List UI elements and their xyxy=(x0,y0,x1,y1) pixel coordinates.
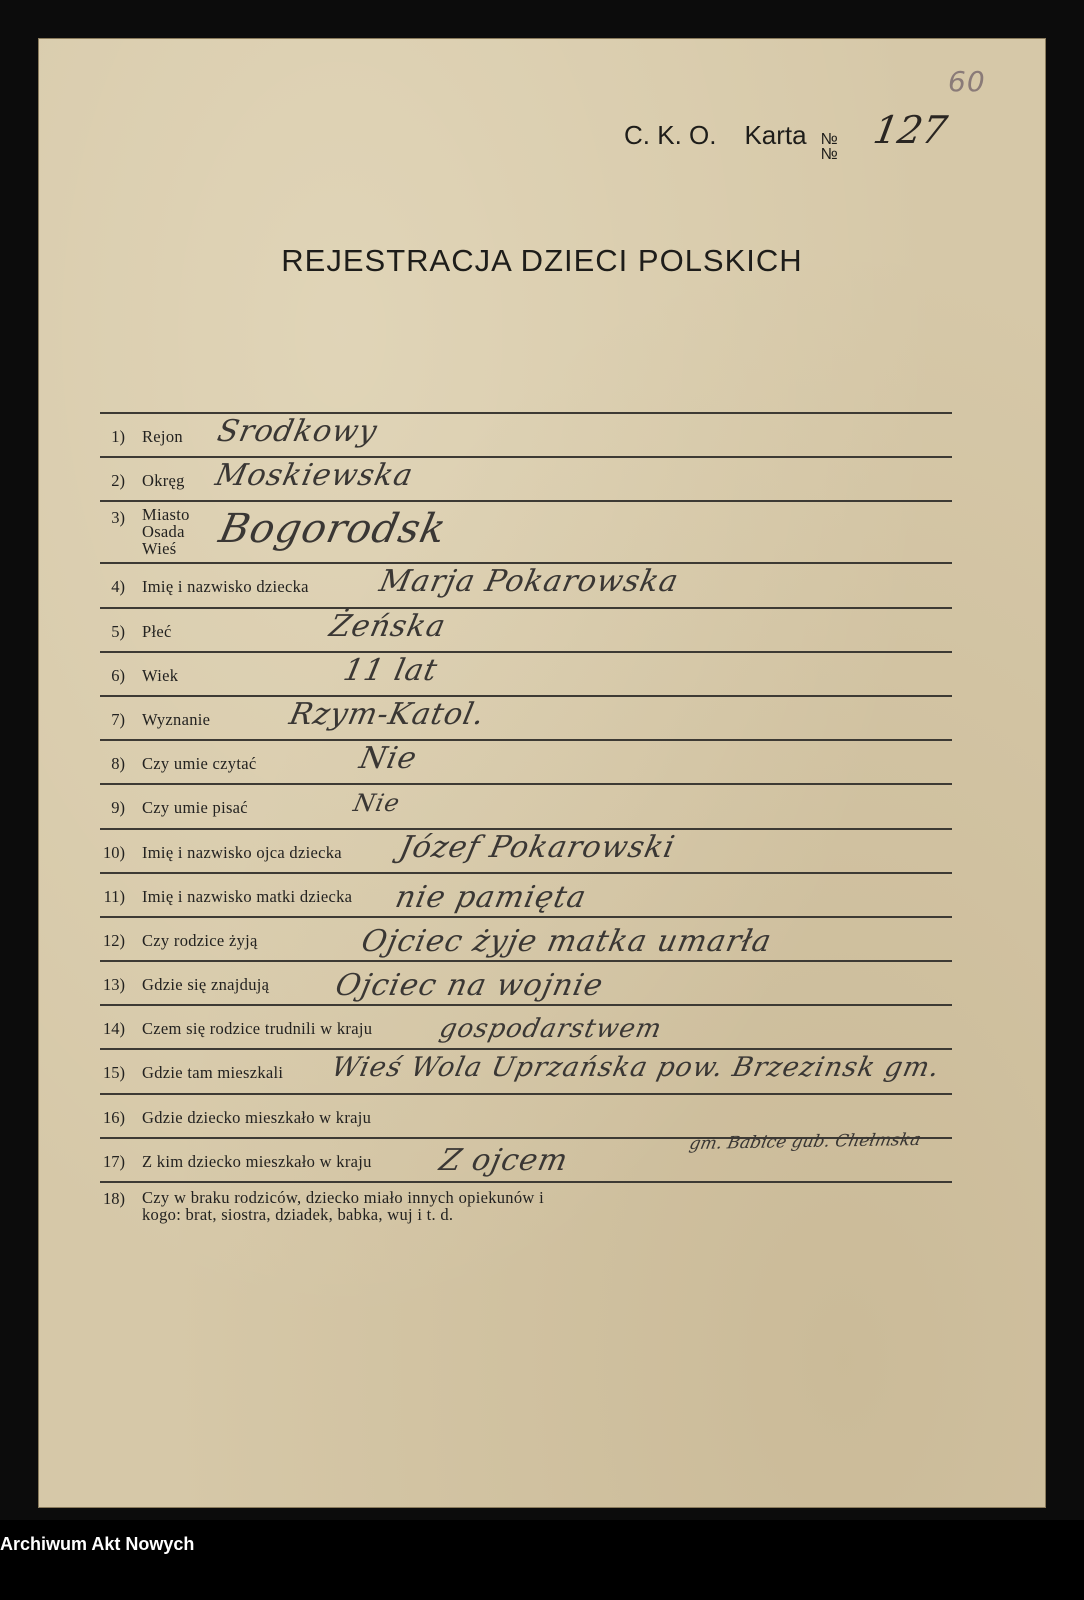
field-number: 5) xyxy=(111,621,125,641)
field-value: Józef Pokarowski xyxy=(396,829,679,865)
handwritten-note-row15: gm. Babice gub. Chełmska xyxy=(687,1129,923,1155)
field-label: Czem się rodzice trudnili w kraju xyxy=(142,1019,373,1039)
field-value: gospodarstwem xyxy=(436,1014,665,1045)
field-row-matka xyxy=(100,874,952,918)
label-osada: Osada xyxy=(142,522,185,542)
field-label: Gdzie się znajdują xyxy=(142,975,270,995)
field-row-czytanie xyxy=(100,741,952,785)
field-number: 3) xyxy=(111,508,125,528)
field-label: Imię i nazwisko matki dziecka xyxy=(142,886,353,906)
field-label: Czy rodzice żyją xyxy=(142,930,258,950)
field-row-wiek xyxy=(100,653,952,697)
org-abbreviation: C. K. O. xyxy=(624,120,717,150)
field-label: Wiek xyxy=(142,665,179,685)
field-row-gdzie-mieszkali xyxy=(100,1050,952,1094)
field-number: 4) xyxy=(111,577,125,597)
field-label: Czy w braku rodziców, dziecko miało innych opiekunów i kogo: brat, siostra, dziadek, babka, wuj i t. d. xyxy=(142,1188,544,1224)
field-label: Wyznanie xyxy=(142,709,211,729)
field-value: Bogorodsk xyxy=(215,506,451,553)
field-value: Srodkowy xyxy=(214,414,381,449)
field-value: Żeńska xyxy=(326,608,450,644)
field-label: Czy umie pisać xyxy=(142,798,248,818)
field-row-plec xyxy=(100,609,952,653)
field-number: 14) xyxy=(103,1019,125,1039)
field-row-gdzie-znajduja xyxy=(100,962,952,1006)
field-value: Nie xyxy=(356,741,421,777)
field-row-ojciec xyxy=(100,830,952,874)
number-symbol xyxy=(821,132,838,162)
field-row-zawod xyxy=(100,1006,952,1050)
field-row-rodzice-zyja xyxy=(100,918,952,962)
field-value: Nie xyxy=(351,789,403,818)
field-label: Płeć xyxy=(142,621,172,641)
field-number: 15) xyxy=(103,1063,125,1083)
field-row-okreg xyxy=(100,458,952,502)
card-label: Karta xyxy=(744,120,807,150)
field-value: Rzym-Katol. xyxy=(286,696,489,732)
field-value: Moskiewska xyxy=(212,458,417,494)
field-label xyxy=(142,506,190,557)
field-label: Z kim dziecko mieszkało w kraju xyxy=(142,1151,372,1171)
field-number: 6) xyxy=(111,665,125,685)
field-label: Imię i nazwisko ojca dziecka xyxy=(142,842,342,862)
label-miasto: Miasto xyxy=(142,505,190,525)
page-number: 60 xyxy=(948,65,986,98)
number-symbol-bottom: № xyxy=(820,146,838,163)
field-value: nie pamięta xyxy=(392,879,590,915)
field-label: Imię i nazwisko dziecka xyxy=(142,577,309,597)
field-number: 12) xyxy=(103,930,125,950)
form-title: REJESTRACJA DZIECI POLSKICH xyxy=(281,243,803,278)
field-label: Okręg xyxy=(142,471,185,491)
field-row-miejscowosc xyxy=(100,502,952,564)
field-value: Ojciec żyje matka umarła xyxy=(358,923,776,959)
registration-card xyxy=(38,38,1046,1508)
card-header xyxy=(624,120,838,162)
field-number: 9) xyxy=(111,798,125,818)
label-wies: Wieś xyxy=(142,539,177,559)
field-label: Czy umie czytać xyxy=(142,754,257,774)
field-label: Gdzie tam mieszkali xyxy=(142,1063,284,1083)
field-label: Rejon xyxy=(142,427,183,446)
field-label: Gdzie dziecko mieszkało w kraju xyxy=(142,1107,372,1127)
field-row-pisanie xyxy=(100,785,952,829)
field-value: Ojciec na wojnie xyxy=(332,968,607,1004)
field-row-opiekunowie xyxy=(100,1183,952,1253)
registration-form xyxy=(100,412,952,1253)
field-number: 10) xyxy=(103,842,125,862)
field-row-imie-dziecka xyxy=(100,564,952,608)
field-value: Wieś Wola Uprzańska pow. Brzezinsk gm. xyxy=(328,1052,943,1084)
card-number: 127 xyxy=(870,108,951,152)
field-row-wyznanie xyxy=(100,697,952,741)
archive-credit: Archiwum Akt Nowych xyxy=(0,1534,195,1554)
field-row-rejon xyxy=(100,414,952,458)
footer-bar xyxy=(0,1520,1084,1600)
field-number: 18) xyxy=(103,1189,125,1208)
number-symbol-top: № xyxy=(820,131,838,148)
field-value: Z ojcem xyxy=(436,1142,572,1178)
field-number: 13) xyxy=(103,975,125,995)
field-number: 16) xyxy=(103,1107,125,1127)
field-value: Marja Pokarowska xyxy=(376,564,683,600)
field-number: 8) xyxy=(111,754,125,774)
field-number: 2) xyxy=(111,471,125,491)
field-value: 11 lat xyxy=(340,652,441,688)
field-number: 7) xyxy=(111,709,125,729)
field-number: 17) xyxy=(103,1151,125,1171)
field-number: 11) xyxy=(103,886,125,906)
field-number: 1) xyxy=(111,427,125,446)
